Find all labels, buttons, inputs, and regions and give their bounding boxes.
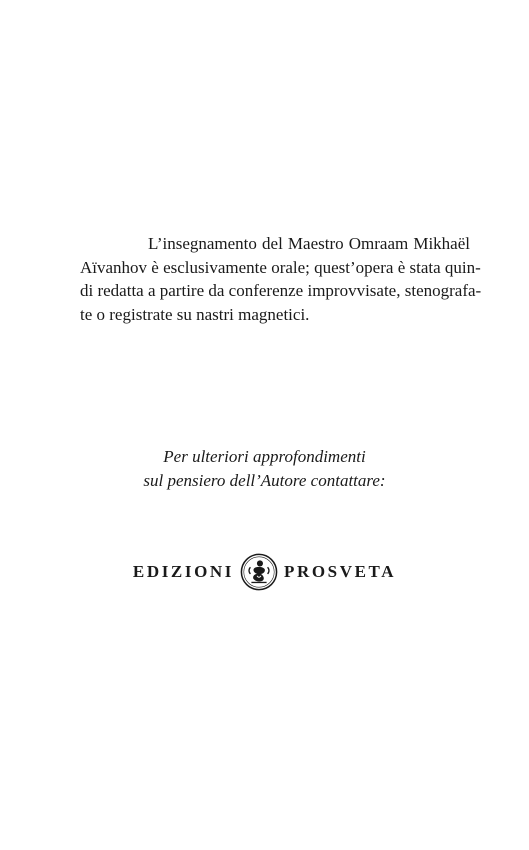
intro-line: L’insegnamento del Maestro Omraam Mikhaël bbox=[148, 234, 470, 253]
contact-line: Per ulteriori approfondimenti bbox=[163, 447, 366, 466]
intro-line: di redatta a partire da conferenze improvvisate, stenografa- bbox=[80, 281, 482, 300]
intro-line: Aïvanhov è esclusivamente orale; quest’opera è stata quin- bbox=[80, 257, 481, 277]
intro-line: te o registrate su nastri magnetici. bbox=[80, 304, 310, 324]
contact-line: sul pensiero dell’Autore contattare: bbox=[143, 471, 386, 490]
publisher-name-left: EDIZIONI bbox=[132, 562, 234, 581]
publisher-emblem-icon bbox=[240, 553, 278, 591]
publisher-mark bbox=[0, 550, 529, 594]
publisher-name-right: PROSVETA bbox=[284, 562, 397, 581]
intro-paragraph bbox=[80, 232, 482, 326]
contact-note bbox=[0, 445, 529, 493]
